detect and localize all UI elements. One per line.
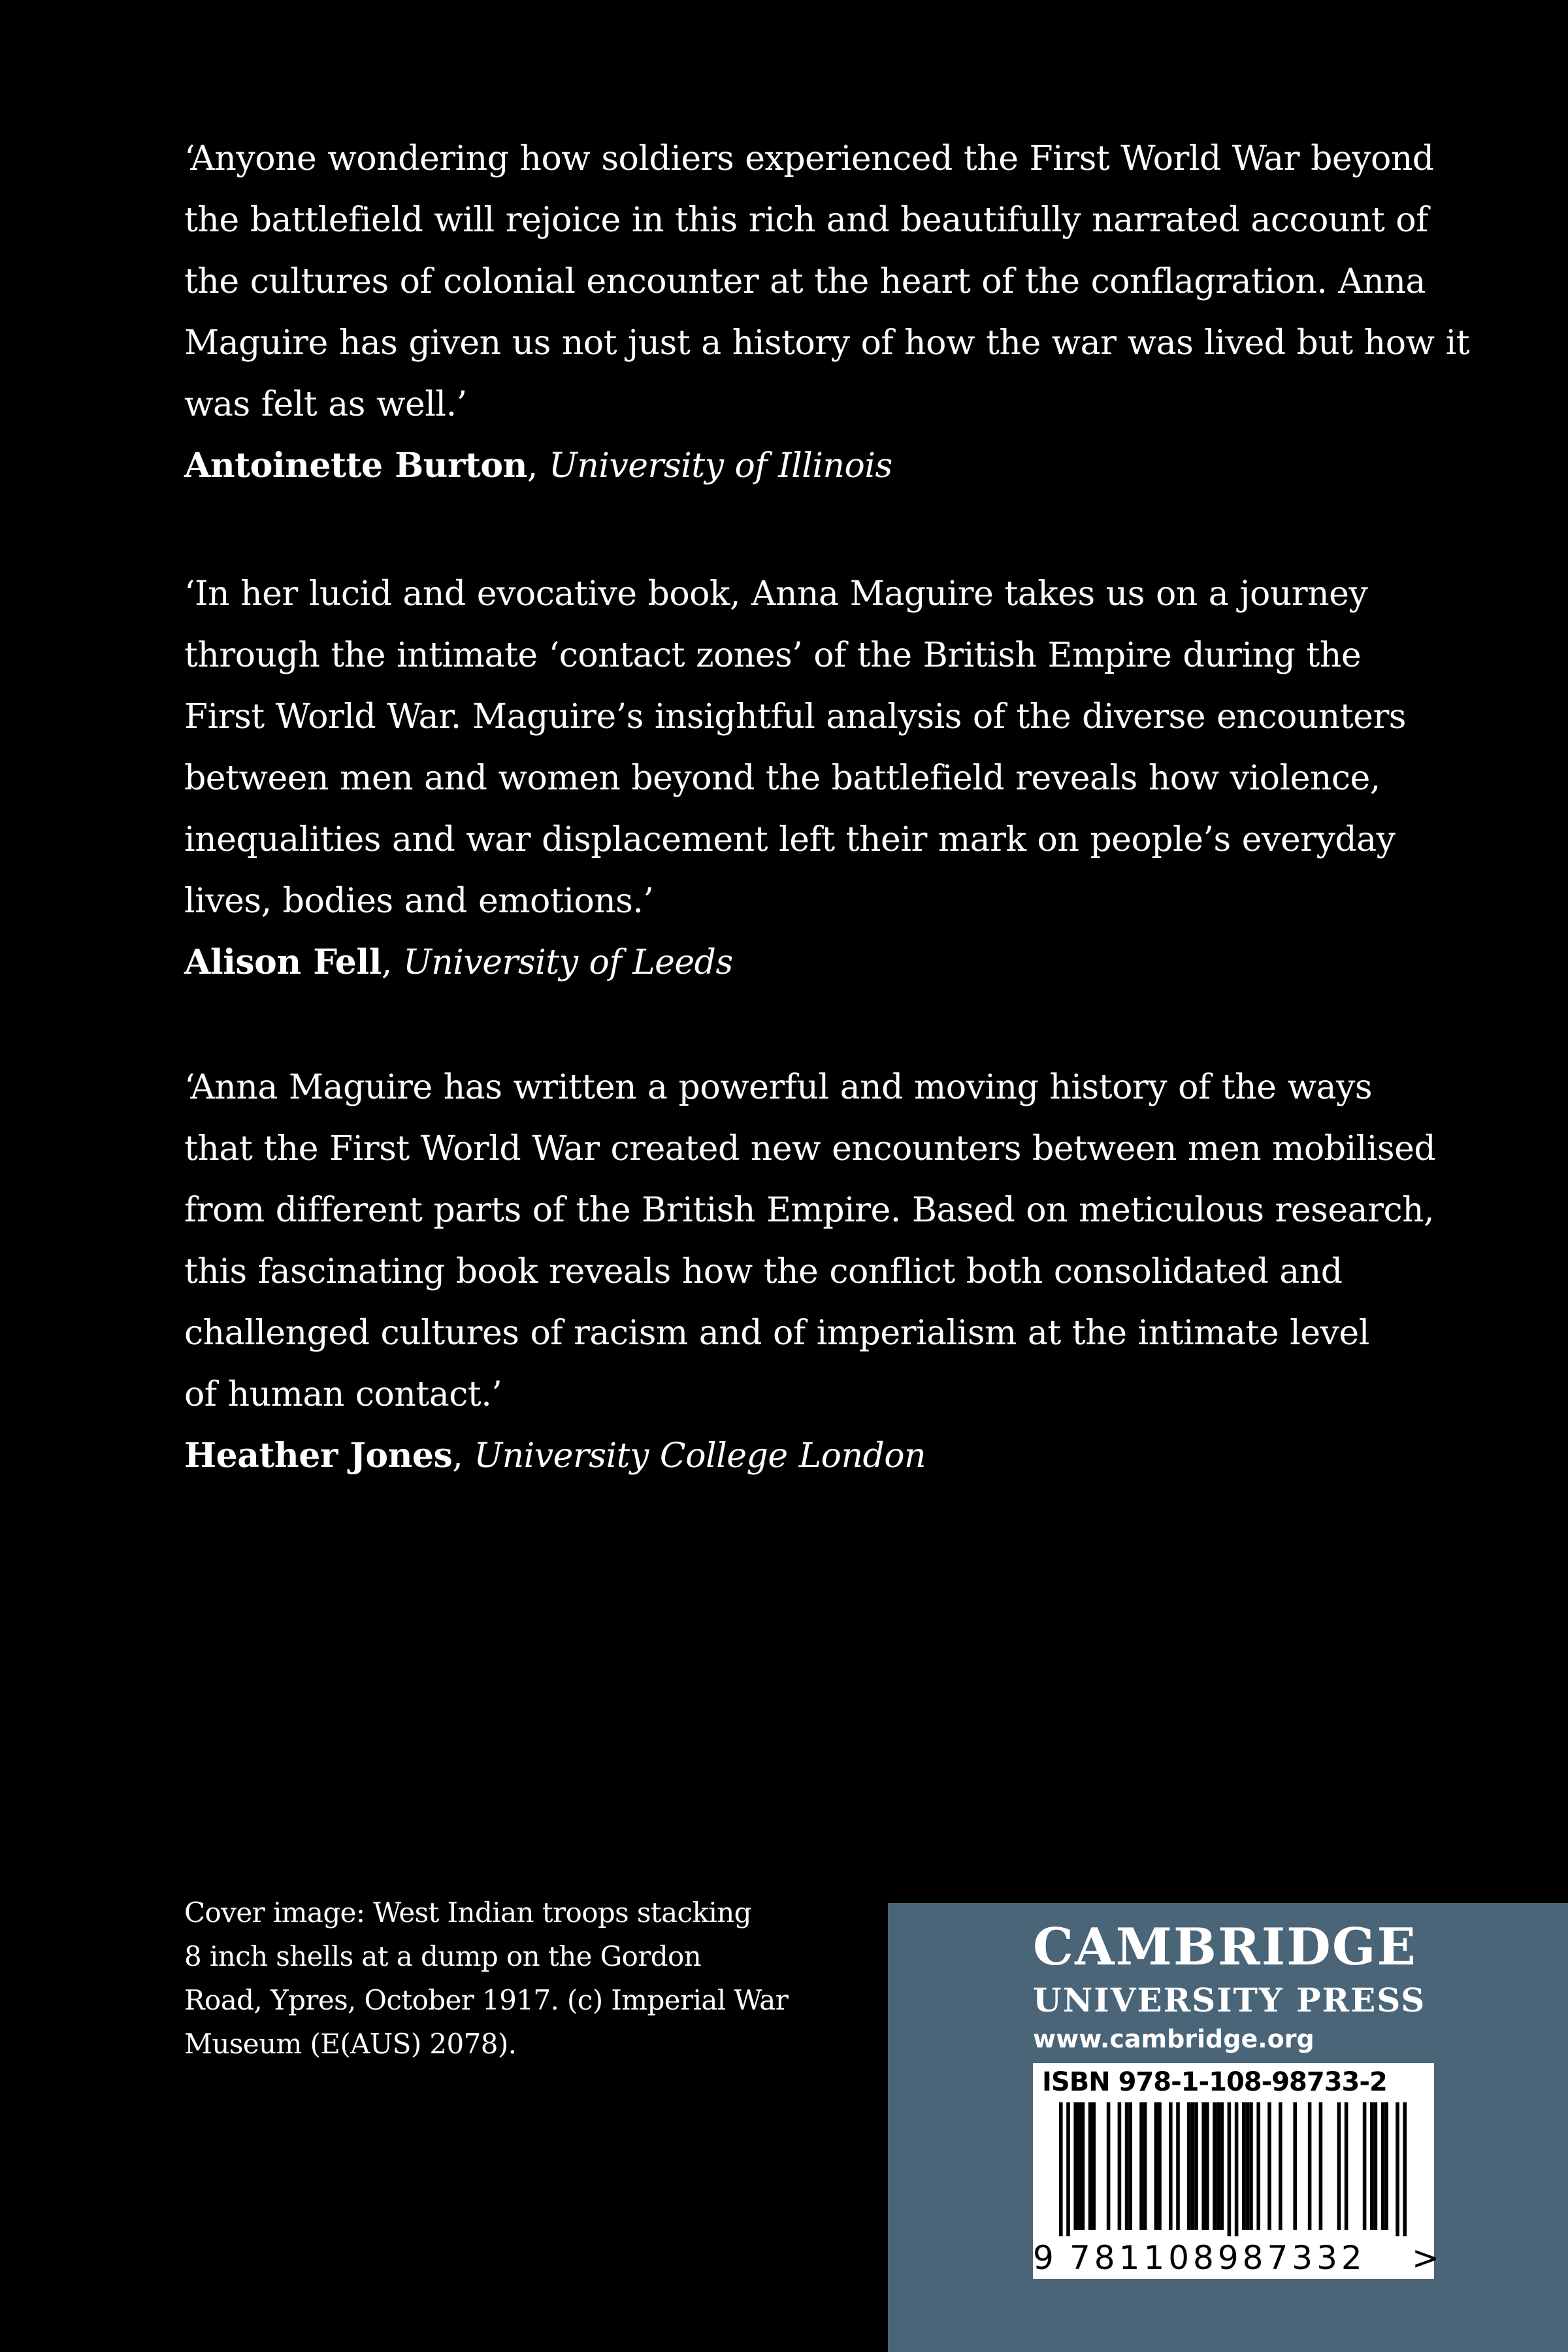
barcode-bar <box>1201 2102 1205 2230</box>
endorser-name: Heather Jones <box>184 1436 453 1476</box>
barcode-bar <box>1169 2102 1173 2230</box>
endorsement-attribution: Alison Fell, University of Leeds <box>184 942 733 982</box>
barcode-bar <box>1308 2102 1312 2230</box>
publisher-panel <box>888 1903 1568 2352</box>
barcode-bar <box>1220 2102 1224 2230</box>
barcode-bar <box>1246 2102 1250 2230</box>
barcode-bar <box>1213 2102 1217 2230</box>
barcode-bar <box>1194 2102 1198 2230</box>
quote-line: ‘Anna Maguire has written a powerful and moving history of the ways <box>184 1068 1373 1107</box>
barcode-bar <box>1066 2102 1070 2236</box>
quote-line: that the First World War created new encounters between men mobilised <box>184 1129 1436 1168</box>
quote-line: the cultures of colonial encounter at the heart of the conflagration. Anna <box>184 262 1426 301</box>
barcode-bar <box>1242 2102 1246 2230</box>
barcode-bar <box>1081 2102 1085 2230</box>
barcode-bar <box>1139 2102 1143 2230</box>
barcode-bar <box>1077 2102 1081 2230</box>
publisher-logo <box>1033 1915 1431 2057</box>
barcode-bar <box>1345 2102 1348 2230</box>
quote-line: inequalities and war displacement left their mark on people’s everyday <box>184 820 1396 859</box>
barcode-bar <box>1403 2102 1407 2236</box>
endorsement-1 <box>184 128 1470 497</box>
barcode-bar <box>1118 2102 1122 2230</box>
barcode-bar <box>1228 2102 1232 2236</box>
quote-line: between men and women beyond the battlefield reveals how violence, <box>184 759 1380 798</box>
barcode-first-digit: 9 <box>1033 2239 1054 2277</box>
quote-line: was felt as well.’ <box>184 385 467 424</box>
barcode-bar <box>1363 2102 1367 2230</box>
quote-line: ‘In her lucid and evocative book, Anna Maguire takes us on a journey <box>184 574 1368 614</box>
endorsement-3 <box>184 1057 1436 1487</box>
barcode-bar <box>1381 2102 1385 2230</box>
barcode-bar <box>1125 2102 1129 2230</box>
barcode-arrow: > <box>1412 2239 1439 2277</box>
barcode-bar <box>1396 2102 1399 2236</box>
barcode-bar <box>1073 2102 1077 2230</box>
barcode-bar <box>1143 2102 1147 2230</box>
barcode-bar <box>1337 2102 1341 2230</box>
barcode-bar <box>1092 2102 1096 2230</box>
quote-line: from different parts of the British Empire. Based on meticulous research, <box>184 1191 1435 1230</box>
barcode-bar <box>1154 2102 1158 2230</box>
barcode-bar <box>1235 2102 1239 2236</box>
barcode-bar <box>1279 2102 1282 2230</box>
barcode-bar <box>1256 2102 1260 2230</box>
barcode-bar <box>1158 2102 1162 2230</box>
barcode-bar <box>1176 2102 1180 2230</box>
quote-line: through the intimate ‘contact zones’ of the British Empire during the <box>184 636 1362 675</box>
publisher-subname: UNIVERSITY PRESS <box>1033 1981 1426 2019</box>
quote-line: First World War. Maguire’s insightful analysis of the diverse encounters <box>184 697 1406 737</box>
credit-line: Museum (E(AUS) 2078). <box>184 2028 517 2060</box>
credit-line: Cover image: West Indian troops stacking <box>184 1897 751 1929</box>
barcode-bar <box>1217 2102 1220 2230</box>
barcode-bar <box>1370 2102 1374 2230</box>
barcode-bars <box>1042 2102 1425 2236</box>
barcode-bar <box>1191 2102 1195 2230</box>
credit-line: 8 inch shells at a dump on the Gordon <box>184 1940 702 1972</box>
endorser-affiliation: University of Illinois <box>548 446 892 486</box>
barcode-bar <box>1059 2102 1063 2236</box>
barcode-bar <box>1374 2102 1378 2230</box>
cover-image-credit <box>184 1891 838 2066</box>
isbn-label: ISBN 978-1-108-98733-2 <box>1042 2067 1387 2097</box>
quote-line: of human contact.’ <box>184 1375 502 1414</box>
barcode-digits: 781108987332 <box>1070 2239 1366 2277</box>
barcode-bar <box>1205 2102 1209 2230</box>
endorser-affiliation: University of Leeds <box>402 943 733 982</box>
barcode-bar <box>1293 2102 1297 2230</box>
quote-line: lives, bodies and emotions.’ <box>184 882 654 921</box>
endorsement-quote <box>184 563 1426 932</box>
endorsement-attribution: Antoinette Burton, University of Illinois <box>184 446 892 486</box>
barcode-bar <box>1319 2102 1323 2230</box>
endorsement-quote <box>184 1057 1436 1425</box>
barcode-bar <box>1107 2102 1111 2230</box>
quote-line: ‘Anyone wondering how soldiers experienced the First World War beyond <box>184 139 1434 178</box>
publisher-website: www.cambridge.org <box>1033 2025 1315 2053</box>
barcode-bar <box>1187 2102 1191 2230</box>
barcode-bar <box>1384 2102 1388 2230</box>
endorser-name: Antoinette Burton <box>184 446 527 486</box>
publisher-name: CAMBRIDGE <box>1033 1917 1417 1977</box>
quote-line: the battlefield will rejoice in this rich and beautifully narrated account of <box>184 201 1428 240</box>
quote-line: challenged cultures of racism and of imperialism at the intimate level <box>184 1314 1369 1353</box>
credit-line: Road, Ypres, October 1917. (c) Imperial War <box>184 1984 789 2016</box>
endorsement-attribution: Heather Jones, University College London <box>184 1436 926 1476</box>
barcode-bar <box>1267 2102 1271 2230</box>
quote-line: Maguire has given us not just a history of how the war was lived but how it <box>184 323 1470 363</box>
barcode-bar <box>1249 2102 1253 2230</box>
endorser-name: Alison Fell <box>184 942 382 982</box>
endorser-affiliation: University College London <box>474 1436 926 1476</box>
quote-line: this fascinating book reveals how the conflict both consolidated and <box>184 1252 1343 1291</box>
endorsement-2 <box>184 563 1426 993</box>
endorsement-quote <box>184 128 1470 435</box>
isbn-barcode <box>1033 2063 1439 2279</box>
barcode-bar <box>1128 2102 1132 2230</box>
barcode-bar <box>1088 2102 1092 2230</box>
